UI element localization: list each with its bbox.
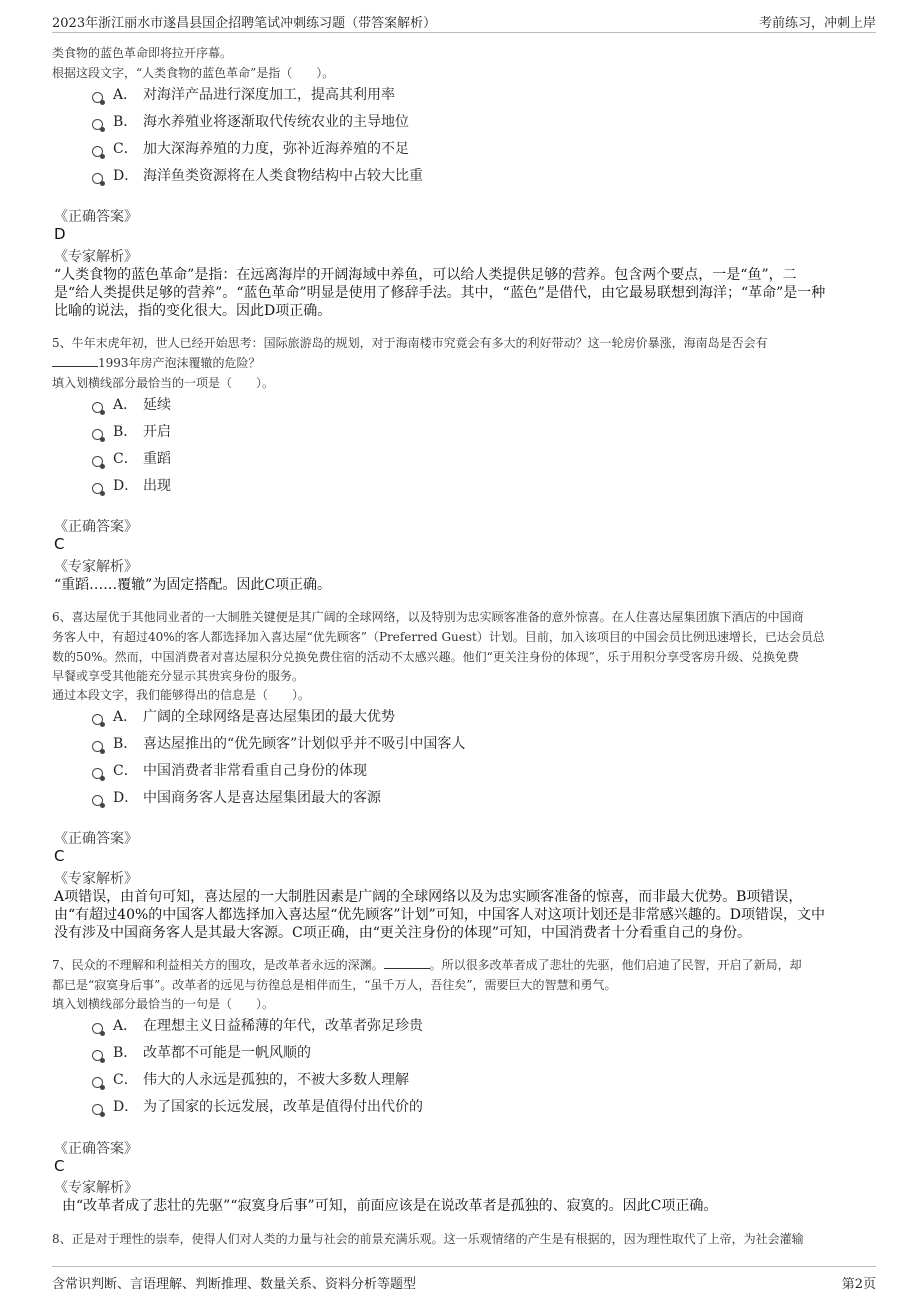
q7-answer-label: 《正确答案》 — [54, 1141, 138, 1157]
q6-analysis-line: A项错误，由首句可知，喜达屋的一大制胜因素是广阔的全球网络以及为忠实顾客准备的惊喜，而非最大优势。B项错误， — [54, 889, 803, 905]
q5-stem-line: 1993年房产泡沫覆辙的危险？ — [52, 354, 261, 371]
q6-option-a[interactable]: A． 广阔的全球网络是喜达屋集团的最大优势 — [92, 706, 395, 726]
radio-icon[interactable] — [92, 429, 103, 440]
radio-icon[interactable] — [92, 483, 103, 494]
q7-stem-line: 都已是“寂寞身后事”。改革者的远见与彷徨总是相伴而生，“虽千万人，吾往矣”，需要巨大的智慧和勇气。 — [52, 978, 617, 992]
q4-analysis-line: 是“给人类提供足够的营养”。“蓝色革命”明显是使用了修辞手法。其中，“蓝色”是借代，由它最易联想到海洋；“革命”是一种 — [54, 285, 826, 301]
q4-question: 根据这段文字，“人类食物的蓝色革命”是指（ ）。 — [52, 66, 335, 80]
q5-answer: C — [54, 535, 65, 553]
q5-analysis-line: “重蹈……覆辙”为固定搭配。因此C项正确。 — [54, 577, 332, 593]
q5-answer-label: 《正确答案》 — [54, 519, 138, 535]
q4-option-b[interactable]: B． 海水养殖业将逐渐取代传统农业的主导地位 — [92, 111, 409, 131]
q5-option-a[interactable]: A． 延续 — [92, 394, 171, 414]
q5-option-c[interactable]: C． 重蹈 — [92, 448, 171, 468]
q6-stem-line: 数的50%。然而，中国消费者对喜达屋积分兑换免费住宿的活动不太感兴趣。他们“更关注身份的体现”，乐于用积分享受客房升级、兑换免费 — [52, 650, 799, 664]
q4-option-d[interactable]: D． 海洋鱼类资源将在人类食物结构中占较大比重 — [92, 165, 423, 185]
q5-question: 填入划横线部分最恰当的一项是（ ）。 — [52, 376, 275, 390]
q6-stem-line: 6、喜达屋优于其他同业者的一大制胜关键便是其广阔的全球网络，以及特别为忠实顾客准备的意外惊喜。在人住喜达屋集团旗下酒店的中国商 — [52, 610, 804, 624]
radio-icon[interactable] — [92, 1023, 103, 1034]
q4-answer: D — [54, 225, 66, 243]
q4-answer-label: 《正确答案》 — [54, 209, 138, 225]
header-slogan: 考前练习，冲刺上岸 — [758, 16, 876, 31]
q6-answer: C — [54, 847, 65, 865]
q6-analysis-label: 《专家解析》 — [54, 871, 138, 887]
radio-icon[interactable] — [92, 741, 103, 752]
q6-analysis-line: 没有涉及中国商务客人是其最大客源。C项正确，由“更关注身份的体现”可知，中国消费者十分看重自己的身份。 — [54, 925, 752, 941]
page-number: 第2页 — [841, 1277, 876, 1292]
q6-stem-line: 务客人中，有超过40%的客人都选择加入喜达屋“优先顾客”（Preferred Guest）计划。目前，加入该项目的中国会员比例迅速增长，已达会员总 — [52, 630, 825, 644]
footer-note: 含常识判断、言语理解、判断推理、数量关系、资料分析等题型 — [52, 1277, 417, 1292]
q6-option-b[interactable]: B． 喜达屋推出的“优先顾客”计划似乎并不吸引中国客人 — [92, 733, 465, 753]
radio-icon[interactable] — [92, 1104, 103, 1115]
q7-option-d[interactable]: D． 为了国家的长远发展，改革是值得付出代价的 — [92, 1096, 423, 1116]
q6-question: 通过本段文字，我们能够得出的信息是（ ）。 — [52, 688, 311, 702]
q7-answer: C — [54, 1157, 65, 1175]
q6-analysis-line: 由“有超过40%的中国客人都选择加入喜达屋“优先顾客”计划”可知，中国客人对这项计划还是非常感兴趣的。D项错误，文中 — [54, 907, 825, 923]
radio-icon[interactable] — [92, 173, 103, 184]
radio-icon[interactable] — [92, 768, 103, 779]
q7-analysis-label: 《专家解析》 — [54, 1180, 138, 1196]
q5-analysis-label: 《专家解析》 — [54, 559, 138, 575]
radio-icon[interactable] — [92, 1077, 103, 1088]
header-title: 2023年浙江丽水市遂昌县国企招聘笔试冲刺练习题（带答案解析） — [52, 16, 437, 31]
radio-icon[interactable] — [92, 402, 103, 413]
q6-answer-label: 《正确答案》 — [54, 831, 138, 847]
q6-option-c[interactable]: C． 中国消费者非常看重自己身份的体现 — [92, 760, 367, 780]
q4-option-c[interactable]: C． 加大深海养殖的力度，弥补近海养殖的不足 — [92, 138, 409, 158]
radio-icon[interactable] — [92, 119, 103, 130]
q4-stem-line: 类食物的蓝色革命即将拉开序幕。 — [52, 46, 233, 60]
q7-option-c[interactable]: C． 伟大的人永远是孤独的，不被大多数人理解 — [92, 1069, 409, 1089]
page-header — [52, 6, 876, 33]
q4-analysis-label: 《专家解析》 — [54, 249, 138, 265]
q5-stem-line: 5、牛年末虎年初，世人已经开始思考：国际旅游岛的规划，对于海南楼市究竟会有多大的利好带动？这一轮房价暴涨，海南岛是否会有 — [52, 336, 768, 350]
radio-icon[interactable] — [92, 714, 103, 725]
q7-stem-line: 7、民众的不理解和利益相关方的围攻，是改革者永远的深渊。 。所以很多改革者成了悲壮的先驱，他们启迪了民智，开启了新局，却 — [52, 958, 802, 972]
page-footer — [52, 1266, 876, 1295]
q6-stem-line: 早餐或享受其他能充分显示其贵宾身份的服务。 — [52, 669, 305, 683]
q7-analysis-line: 由“改革者成了悲壮的先驱”“寂寞身后事”可知，前面应该是在说改革者是孤独的、寂寞的。因此C项正确。 — [62, 1198, 718, 1214]
q7-question: 填入划横线部分最恰当的一句是（ ）。 — [52, 997, 275, 1011]
q4-analysis-line: 比喻的说法，指的变化很大。因此D项正确。 — [54, 303, 332, 319]
radio-icon[interactable] — [92, 146, 103, 157]
radio-icon[interactable] — [92, 795, 103, 806]
radio-icon[interactable] — [92, 456, 103, 467]
q7-option-a[interactable]: A． 在理想主义日益稀薄的年代，改革者弥足珍贵 — [92, 1015, 423, 1035]
q8-stem-line: 8、正是对于理性的崇奉，使得人们对人类的力量与社会的前景充满乐观。这一乐观情绪的产生是有根据的，因为理性取代了上帝，为社会灌输 — [52, 1232, 804, 1246]
q4-analysis-line: “人类食物的蓝色革命”是指：在远离海岸的开阔海域中养鱼，可以给人类提供足够的营养。包含两个要点，一是“鱼”，二 — [54, 267, 797, 283]
radio-icon[interactable] — [92, 1050, 103, 1061]
q6-option-d[interactable]: D． 中国商务客人是喜达屋集团最大的客源 — [92, 787, 381, 807]
q7-option-b[interactable]: B． 改革都不可能是一帆风顺的 — [92, 1042, 311, 1062]
radio-icon[interactable] — [92, 92, 103, 103]
q5-option-b[interactable]: B． 开启 — [92, 421, 171, 441]
q4-option-a[interactable]: A． 对海洋产品进行深度加工，提高其利用率 — [92, 84, 395, 104]
q5-option-d[interactable]: D． 出现 — [92, 475, 171, 495]
